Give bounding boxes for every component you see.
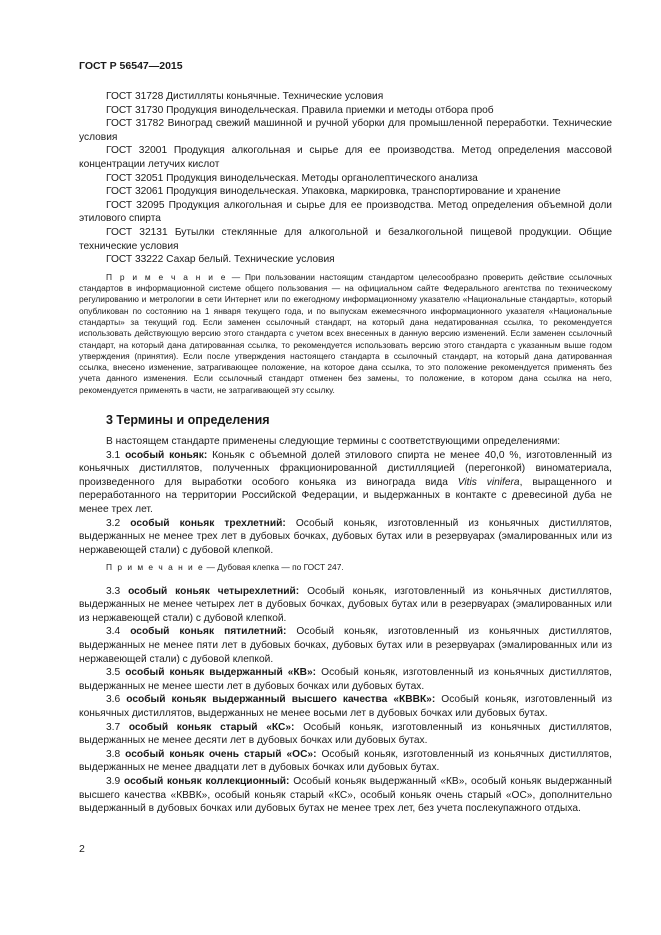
term-title: особый коньяк: — [125, 449, 208, 461]
term-definition: Особый коньяк, изготовленный из коньячных дистиллятов, выдержанных не менее шести лет в дубовых бочках или дубовых бутах. — [79, 667, 612, 692]
term-3-4 — [79, 625, 612, 666]
reference-item: ГОСТ 31782 Виноград свежий машинной и ручной уборки для промышленной переработки. Технические условия — [79, 118, 612, 143]
term-3-2 — [79, 517, 612, 558]
term-title: особый коньяк коллекционный: — [124, 775, 290, 787]
term-definition: Особый коньяк, изготовленный из коньячных дистиллятов, выдержанных не менее пяти лет в дубовых бочках, дубовых бутах или в резервуарах (эмалированных или из нержавеющей стали) с дубовой клепкой. — [79, 626, 612, 665]
term-definition: Особый коньяк, изготовленный из коньячных дистиллятов, выдержанных не менее трех лет в дубовых бочках, дубовых бутах или в резервуарах (эмалированных или из нержавеющей стали) с дубовой клепкой. — [79, 517, 612, 556]
reference-item: ГОСТ 31730 Продукция винодельческая. Правила приемки и методы отбора проб — [106, 104, 494, 116]
term-definition: Особый коньяк, изготовленный из коньячных дистиллятов, выдержанных не менее четырех лет в дубовых бочках, дубовых бутах или в резервуарах (эмалированных или из нержавеющей стали) с дубовой клепкой. — [79, 585, 612, 624]
term-number: 3.8 — [106, 748, 121, 760]
reference-item: ГОСТ 32051 Продукция винодельческая. Методы органолептического анализа — [106, 172, 478, 184]
term-3-5 — [79, 666, 612, 693]
document-code-header: ГОСТ Р 56547—2015 — [79, 60, 183, 72]
term-definition: Особый коньяк, изготовленный из коньячных дистиллятов, выдержанных не менее двадцати лет в дубовых бочках или дубовых бутах. — [79, 748, 612, 774]
reference-item: ГОСТ 31728 Дистилляты коньячные. Технические условия — [106, 91, 384, 102]
section-title: 3 Термины и определения — [106, 412, 270, 427]
term-3-8 — [79, 748, 612, 775]
term-number: 3.9 — [106, 775, 121, 787]
term-definition: Коньяк с объемной долей этилового спирта не менее 40,0 %, изготовленный из коньячных дистиллятов, полученных фракционированной дистилляцией (перегонкой) виноматериала, произведенного для выработки особого коньяка из винограда вида — [79, 449, 612, 488]
term-definition: Особый коньяк выдержанный «КВ», особый коньяк выдержанный высшего качества «КВВК», особый коньяк старый «КС», особый коньяк очень старый «ОС», дополнительно выдержанный в дубовых бочках или дубовых бутах не менее трех лет, без учета послекупажного отдыха. — [79, 775, 612, 815]
term-title: особый коньяк очень старый «ОС»: — [125, 748, 317, 760]
reference-item: ГОСТ 32095 Продукция алкогольная и сырье для ее производства. Метод определения объемной доли этилового спирта — [79, 199, 612, 225]
term-title: особый коньяк четырехлетний: — [128, 585, 300, 597]
note-label: П р и м е ч а н и е — [106, 562, 205, 573]
references-note — [79, 272, 612, 396]
term-definition: Особый коньяк, изготовленный из коньячных дистиллятов, выдержанных не менее восьми лет в дубовых бочках или дубовых бутах. — [79, 694, 612, 719]
term-number: 3.5 — [106, 667, 121, 679]
term-3-3 — [79, 585, 612, 626]
term-3-9 — [79, 775, 612, 816]
reference-item: ГОСТ 33222 Сахар белый. Технические условия — [106, 254, 335, 266]
section-intro: В настоящем стандарте применены следующие термины с соответствующими определениями: — [106, 435, 561, 447]
species-name: Vitis vinifera — [457, 476, 520, 488]
normative-references-list — [79, 90, 612, 267]
note-label: П р и м е ч а н и е — [106, 271, 227, 282]
note-text: — Дубовая клепка — по ГОСТ 247. — [204, 562, 344, 573]
term-title: особый коньяк выдержанный «КВ»: — [125, 667, 317, 679]
reference-item: ГОСТ 32061 Продукция винодельческая. Упаковка, маркировка, транспортирование и хранение — [106, 186, 561, 198]
term-3-7 — [79, 721, 612, 748]
term-title: особый коньяк пятилетний: — [130, 626, 287, 638]
term-number: 3.4 — [106, 626, 121, 638]
reference-item: ГОСТ 32001 Продукция алкогольная и сырье для ее производства. Метод определения массовой концентрации летучих кислот — [79, 145, 612, 170]
term-note — [79, 562, 612, 573]
term-number: 3.3 — [106, 585, 121, 597]
page-content — [79, 90, 612, 816]
term-title: особый коньяк выдержанный высшего качества «КВВК»: — [126, 694, 436, 706]
reference-item: ГОСТ 32131 Бутылки стеклянные для алкогольной и безалкогольной пищевой продукции. Общие технические условия — [79, 226, 612, 252]
note-text: — При пользовании настоящим стандартом целесообразно проверить действие ссылочных стандартов в информационной системе общего пользования — на официальном сайте Федерального агентства по техническому регулированию и метрологии в сети Интернет или по ежегодному информационному указателю «Национальные стандарты», который опубликован по состоянию на 1 января текущего года, и по выпускам ежемесячного информационного указателя «Национальные стандарты» за текущий год. Если заменен ссылочный стандарт, на который дана недатированная ссылка, то рекомендуется использовать действующую версию этого стандарта с учетом всех внесенных в данную версию изменений. Если заменен ссылочный стандарт, на который дана датированная ссылка, то рекомендуется использовать версию этого стандарта с указанным выше годом утверждения (принятия). Если после утверждения настоящего стандарта в ссылочный стандарт, на который дана датированная ссылка, внесено изменение, затрагивающее положение, на которое дана ссылка, то это положение рекомендуется применять без учета данного изменения. Если ссылочный стандарт отменен без замены, то положение, в котором дана ссылка на него, рекомендуется применять в части, не затрагивающей эту ссылку. — [79, 271, 612, 395]
term-number: 3.1 — [106, 449, 121, 461]
term-number: 3.7 — [106, 721, 121, 733]
term-definition: Особый коньяк, изготовленный из коньячных дистиллятов, выдержанных не менее десяти лет в дубовых бочках или дубовых бутах. — [79, 721, 612, 747]
term-definition-cont: , выращенного и переработанного на территории Российской Федерации, и выдержанных в контакте с древесиной дуба не менее трех лет. — [79, 476, 612, 515]
term-3-6 — [79, 693, 612, 720]
term-number: 3.2 — [106, 517, 121, 529]
term-3-1 — [79, 449, 612, 517]
page-number: 2 — [79, 843, 85, 855]
term-title: особый коньяк старый «КС»: — [128, 721, 295, 733]
term-number: 3.6 — [106, 694, 121, 706]
term-title: особый коньяк трехлетний: — [130, 517, 286, 529]
